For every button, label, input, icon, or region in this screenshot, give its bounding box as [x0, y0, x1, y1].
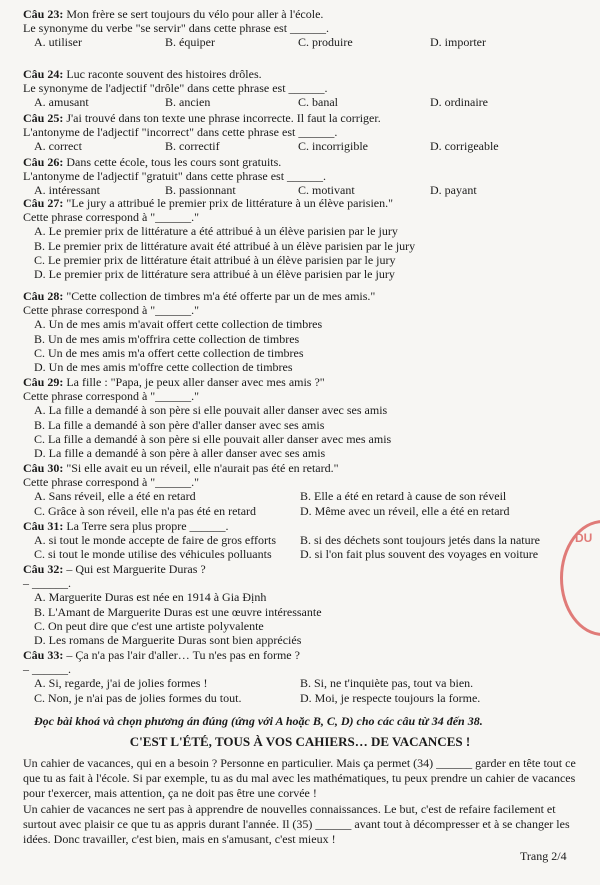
answer-option-c[interactable]: C. La fille a demandé à son père si elle pouvait aller danser avec mes amis: [34, 431, 392, 446]
question-26: [23, 155, 281, 169]
question-prompt: Le synonyme du verbe "se servir" dans cette phrase est ______.: [23, 21, 330, 36]
question-text: "Si elle avait eu un réveil, elle n'aurait pas été en retard.": [63, 461, 339, 475]
question-prompt: Cette phrase correspond à "______.": [23, 475, 200, 490]
answer-option-b[interactable]: B. ancien: [165, 95, 211, 110]
answer-option-a[interactable]: A. Le premier prix de littérature a été attribué à un élève parisien par le jury: [34, 224, 398, 239]
answer-option-a[interactable]: A. Si, regarde, j'ai de jolies formes !: [34, 676, 208, 691]
answer-option-b[interactable]: B. passionnant: [165, 183, 236, 198]
question-number: Câu 25:: [23, 111, 64, 125]
answer-option-a[interactable]: A. si tout le monde accepte de faire de gros efforts: [34, 533, 277, 548]
answer-option-d[interactable]: D. si l'on fait plus souvent des voyages en voiture: [300, 547, 539, 562]
passage-paragraph-1: Un cahier de vacances, qui en a besoin ? Personne en particulier. Mais ça permet (34) ______ garder en tête tout ce que tu as fait à l'école. Si par exemple, tu as du mal avec les mathématiques, tu peux prendre un cahier de vacances pour t'exercer, mais attention, ça ne doit pas être une corvée !: [23, 756, 576, 800]
question-number: Câu 29:: [23, 375, 64, 389]
answer-option-c[interactable]: C. Grâce à son réveil, elle n'a pas été en retard: [34, 503, 257, 518]
question-text: "Le jury a attribué le premier prix de littérature à un élève parisien.": [63, 196, 393, 210]
answer-option-c[interactable]: C. Non, je n'ai pas de jolies formes du tout.: [34, 690, 242, 705]
question-29: [23, 375, 325, 389]
question-prompt: Cette phrase correspond à "______.": [23, 210, 200, 225]
page-number: Trang 2/4: [520, 849, 567, 863]
answer-option-c[interactable]: C. si tout le monde utilise des véhicules polluants: [34, 547, 272, 562]
answer-option-d[interactable]: D. Un de mes amis m'offre cette collection de timbres: [34, 360, 293, 374]
passage-title: C'EST L'ÉTÉ, TOUS À VOS CAHIERS… DE VACANCES !: [129, 734, 471, 749]
answer-option-b[interactable]: B. Elle a été en retard à cause de son réveil: [300, 489, 507, 504]
answer-option-a[interactable]: A. correct: [34, 139, 82, 154]
question-25: [23, 111, 381, 125]
question-prompt: – ______.: [23, 662, 71, 677]
answer-option-b[interactable]: B. équiper: [165, 35, 215, 50]
answer-option-a[interactable]: A. Un de mes amis m'avait offert cette collection de timbres: [34, 317, 323, 332]
question-27: [23, 196, 393, 210]
question-text: – Ça n'a pas l'air d'aller… Tu n'es pas en forme ?: [63, 648, 300, 662]
answer-option-d[interactable]: D. payant: [430, 183, 477, 198]
question-30: [23, 461, 339, 475]
question-number: Câu 23:: [23, 7, 64, 21]
question-text: Dans cette école, tous les cours sont gratuits.: [63, 155, 282, 169]
answer-option-b[interactable]: B. La fille a demandé à son père d'aller danser avec ses amis: [34, 417, 325, 432]
reading-instruction: Đọc bài khoá và chọn phương án đúng (ứng với A hoặc B, C, D) cho các câu từ 34 đến 38.: [34, 714, 483, 728]
answer-option-c[interactable]: C. banal: [298, 95, 338, 110]
question-text: Mon frère se sert toujours du vélo pour aller à l'école.: [63, 7, 324, 21]
answer-option-a[interactable]: A. La fille a demandé à son père si elle pouvait aller danser avec ses amis: [34, 403, 388, 418]
answer-option-c[interactable]: C. Le premier prix de littérature était attribué à un élève parisien par le jury: [34, 252, 396, 267]
answer-option-c[interactable]: C. incorrigible: [298, 139, 368, 154]
question-text: "Cette collection de timbres m'a été offerte par un de mes amis.": [63, 289, 376, 303]
question-text: La Terre sera plus propre ______.: [63, 519, 229, 533]
answer-option-a[interactable]: A. amusant: [34, 95, 89, 110]
answer-option-c[interactable]: C. On peut dire que c'est une artiste polyvalente: [34, 618, 264, 633]
answer-option-b[interactable]: B. Un de mes amis m'offrira cette collection de timbres: [34, 331, 300, 346]
question-number: Câu 31:: [23, 519, 64, 533]
question-31: [23, 519, 229, 533]
answer-option-b[interactable]: B. L'Amant de Marguerite Duras est une œuvre intéressante: [34, 604, 322, 619]
question-number: Câu 32:: [23, 562, 64, 576]
answer-option-d[interactable]: D. Même avec un réveil, elle a été en retard: [300, 503, 510, 518]
question-text: – Qui est Marguerite Duras ?: [63, 562, 206, 576]
answer-option-b[interactable]: B. Le premier prix de littérature avait été attribué à un élève parisien par le jury: [34, 238, 416, 253]
answer-option-a[interactable]: A. Marguerite Duras est née en 1914 à Gia Định: [34, 590, 267, 605]
answer-option-d[interactable]: D. importer: [430, 35, 486, 50]
answer-option-a[interactable]: A. Sans réveil, elle a été en retard: [34, 489, 196, 504]
answer-option-b[interactable]: B. Si, ne t'inquiète pas, tout va bien.: [300, 676, 474, 691]
question-prompt: Le synonyme de l'adjectif "drôle" dans cette phrase est ______.: [23, 81, 328, 96]
question-number: Câu 28:: [23, 289, 64, 303]
answer-option-c[interactable]: C. motivant: [298, 183, 355, 198]
stamp-text: DU: [575, 531, 593, 545]
question-prompt: – ______.: [23, 576, 71, 591]
question-prompt: L'antonyme de l'adjectif "gratuit" dans cette phrase est ______.: [23, 169, 327, 184]
answer-option-b[interactable]: B. si des déchets sont toujours jetés dans la nature: [300, 533, 540, 548]
answer-option-d[interactable]: D. ordinaire: [430, 95, 488, 110]
question-33: [23, 648, 300, 662]
question-prompt: L'antonyme de l'adjectif "incorrect" dans cette phrase est ______.: [23, 125, 338, 140]
question-32: [23, 562, 206, 576]
question-number: Câu 30:: [23, 461, 64, 475]
answer-option-d[interactable]: D. Les romans de Marguerite Duras sont bien appréciés: [34, 633, 302, 647]
answer-option-a[interactable]: A. utiliser: [34, 35, 82, 50]
question-number: Câu 33:: [23, 648, 64, 662]
question-text: Luc raconte souvent des histoires drôles.: [63, 67, 262, 81]
question-number: Câu 27:: [23, 196, 64, 210]
question-prompt: Cette phrase correspond à "______.": [23, 303, 200, 318]
answer-option-a[interactable]: A. intéressant: [34, 183, 100, 198]
answer-option-d[interactable]: D. Moi, je respecte toujours la forme.: [300, 690, 481, 705]
question-text: La fille : "Papa, je peux aller danser avec mes amis ?": [63, 375, 325, 389]
question-24: [23, 67, 262, 81]
question-number: Câu 26:: [23, 155, 64, 169]
question-23: [23, 7, 323, 21]
question-number: Câu 24:: [23, 67, 64, 81]
answer-option-d[interactable]: D. corrigeable: [430, 139, 499, 154]
passage-paragraph-2: Un cahier de vacances ne sert pas à apprendre de nouvelles connaissances. Le but, c'est de refaire facilement et surtout avec plaisir ce que tu as appris durant l'année. Il (35) ______ avant tout à décompresser et à se changer les idées. Donc travailler, c'est bien, mais en s'amusant, c'est mieux !: [23, 802, 570, 846]
question-prompt: Cette phrase correspond à "______.": [23, 389, 200, 404]
question-text: J'ai trouvé dans ton texte une phrase incorrecte. Il faut la corriger.: [63, 111, 381, 125]
answer-option-d[interactable]: D. La fille a demandé à son père à aller danser avec ses amis: [34, 446, 326, 460]
answer-option-c[interactable]: C. produire: [298, 35, 353, 50]
answer-option-d[interactable]: D. Le premier prix de littérature sera attribué à un élève parisien par le jury: [34, 267, 395, 281]
answer-option-b[interactable]: B. correctif: [165, 139, 220, 154]
question-28: [23, 289, 375, 303]
answer-option-c[interactable]: C. Un de mes amis m'a offert cette collection de timbres: [34, 345, 304, 360]
